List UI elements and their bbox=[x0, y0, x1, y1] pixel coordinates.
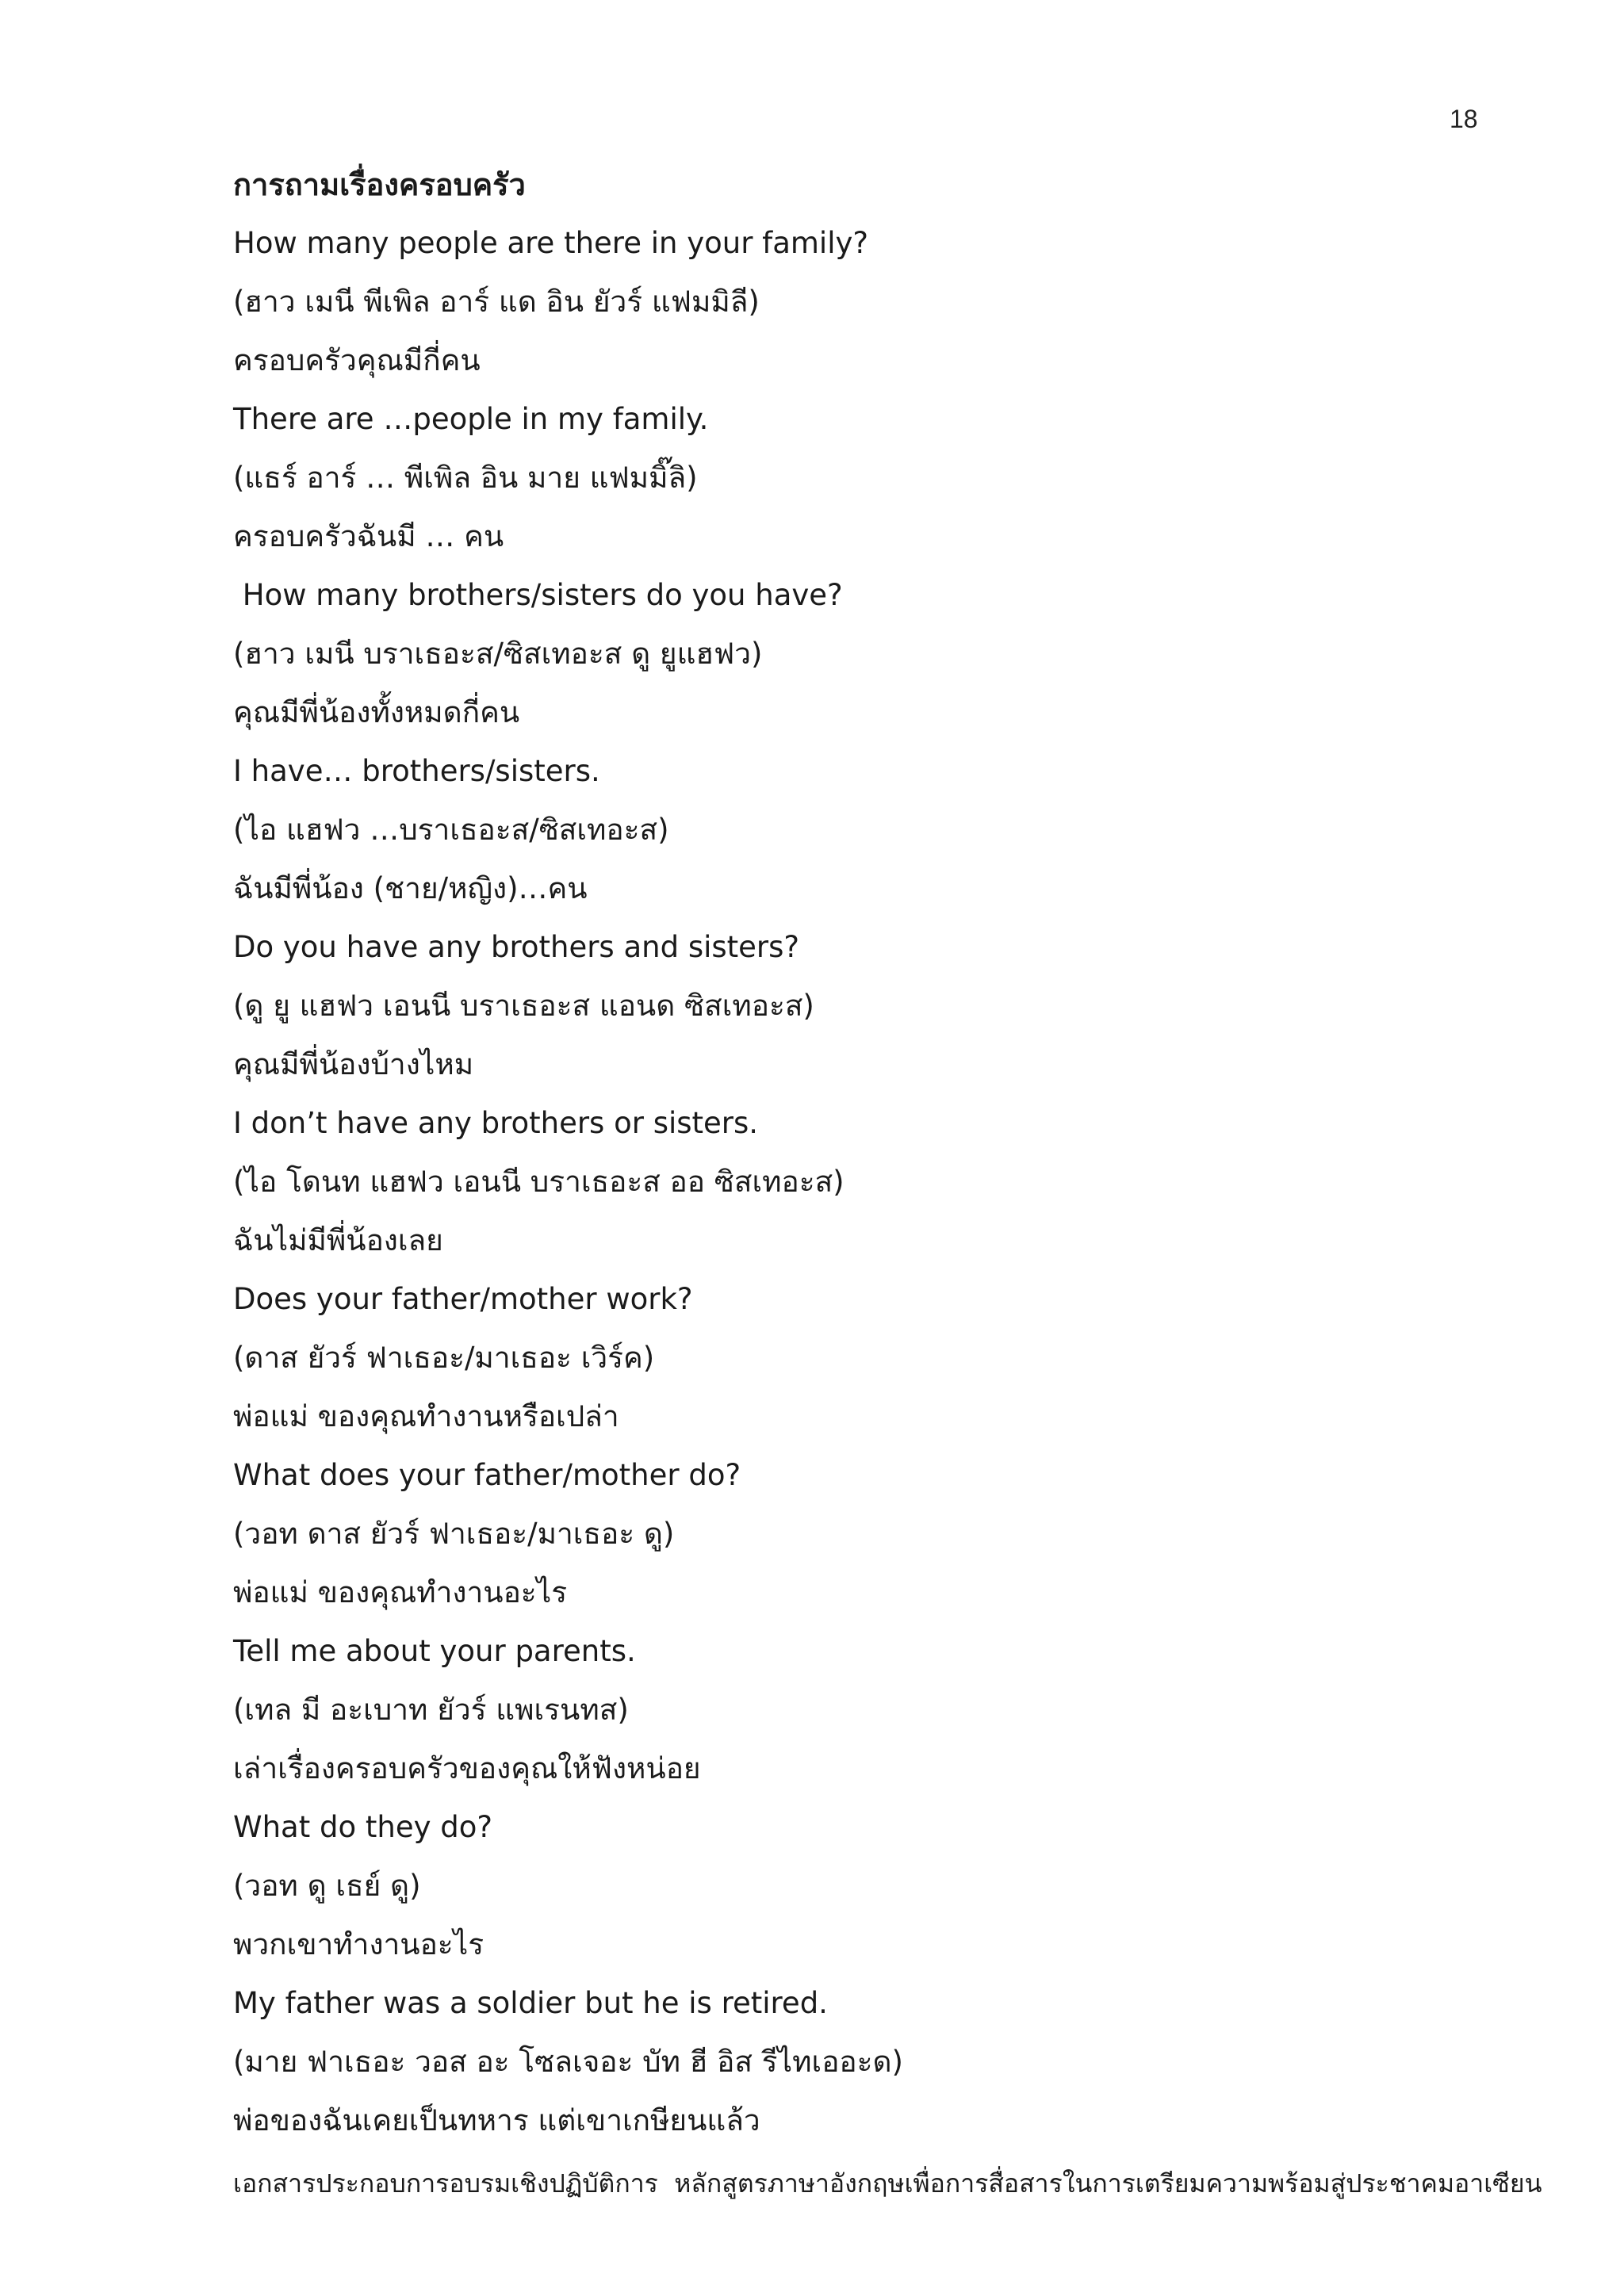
document-body bbox=[233, 155, 1502, 2150]
text-line: (ไอ โดนท แฮฟว เอนนี บราเธอะส ออ ซิสเทอะส) bbox=[233, 1165, 845, 1199]
page-number: 18 bbox=[1450, 105, 1478, 133]
text-line: I have… brothers/sisters. bbox=[233, 754, 600, 788]
text-line: พวกเขาทำงานอะไร bbox=[233, 1927, 485, 1961]
text-line: (ไอ แฮฟว …บราเธอะส/ซิสเทอะส) bbox=[233, 813, 669, 847]
text-line: What does your father/mother do? bbox=[233, 1458, 741, 1492]
text-line: I don’t have any brothers or sisters. bbox=[233, 1106, 759, 1140]
text-line: ฉันมีพี่น้อง (ชาย/หญิง)…คน bbox=[233, 871, 588, 905]
text-line: What do they do? bbox=[233, 1810, 493, 1844]
text-line: (ดาส ยัวร์ ฟาเธอะ/มาเธอะ เวิร์ค) bbox=[233, 1341, 655, 1375]
text-line: Does your father/mother work? bbox=[233, 1282, 693, 1316]
text-line: คุณมีพี่น้องทั้งหมดกี่คน bbox=[233, 695, 520, 729]
text-line: (วอท ดาส ยัวร์ ฟาเธอะ/มาเธอะ ดู) bbox=[233, 1517, 675, 1551]
text-line: พ่อแม่ ของคุณทำงานหรือเปล่า bbox=[233, 1399, 619, 1433]
text-line: (แธร์ อาร์ … พีเพิล อิน มาย แฟมมิ๊ลิ) bbox=[233, 461, 698, 495]
text-line: (ฮาว เมนี บราเธอะส/ซิสเทอะส ดู ยูแฮฟว) bbox=[233, 637, 763, 671]
text-line: Do you have any brothers and sisters? bbox=[233, 930, 800, 964]
text-line: My father was a soldier but he is retired. bbox=[233, 1986, 828, 2020]
text-line: พ่อแม่ ของคุณทำงานอะไร bbox=[233, 1575, 568, 1609]
text-line: There are …people in my family. bbox=[233, 402, 709, 436]
text-line: (ดู ยู แฮฟว เอนนี บราเธอะส แอนด ซิสเทอะส) bbox=[233, 989, 814, 1023]
text-line: How many brothers/sisters do you have? bbox=[233, 578, 843, 612]
text-line: (มาย ฟาเธอะ วอส อะ โซลเจอะ บัท ฮี อิส รีไทเออะด) bbox=[233, 2045, 903, 2079]
text-line: ครอบครัวฉันมี … คน bbox=[233, 519, 504, 553]
text-line: พ่อของฉันเคยเป็นทหาร แต่เขาเกษียนแล้ว bbox=[233, 2103, 760, 2137]
text-line: คุณมีพี่น้องบ้างไหม bbox=[233, 1047, 474, 1081]
page-footer: เอกสารประกอบการอบรมเชิงปฏิบัติการ หลักสูตรภาษาอังกฤษเพื่อการสื่อสารในการเตรียมความพร้อมสู่ประชาคมอาเซียน bbox=[233, 2168, 1542, 2198]
text-line: (วอท ดู เธย์ ดู) bbox=[233, 1869, 421, 1903]
text-line: เล่าเรื่องครอบครัวของคุณให้ฟังหน่อย bbox=[233, 1751, 701, 1785]
text-line: (เทล มี อะเบาท ยัวร์ แพเรนทส) bbox=[233, 1693, 629, 1727]
text-line: (ฮาว เมนี พีเพิล อาร์ แด อิน ยัวร์ แฟมมิลี) bbox=[233, 285, 760, 319]
text-line: ครอบครัวคุณมีกี่คน bbox=[233, 343, 481, 377]
text-line: Tell me about your parents. bbox=[233, 1634, 636, 1668]
section-heading: การถามเรื่องครอบครัว bbox=[233, 167, 526, 202]
text-line: How many people are there in your family? bbox=[233, 226, 869, 260]
text-line: ฉันไม่มีพี่น้องเลย bbox=[233, 1223, 443, 1257]
